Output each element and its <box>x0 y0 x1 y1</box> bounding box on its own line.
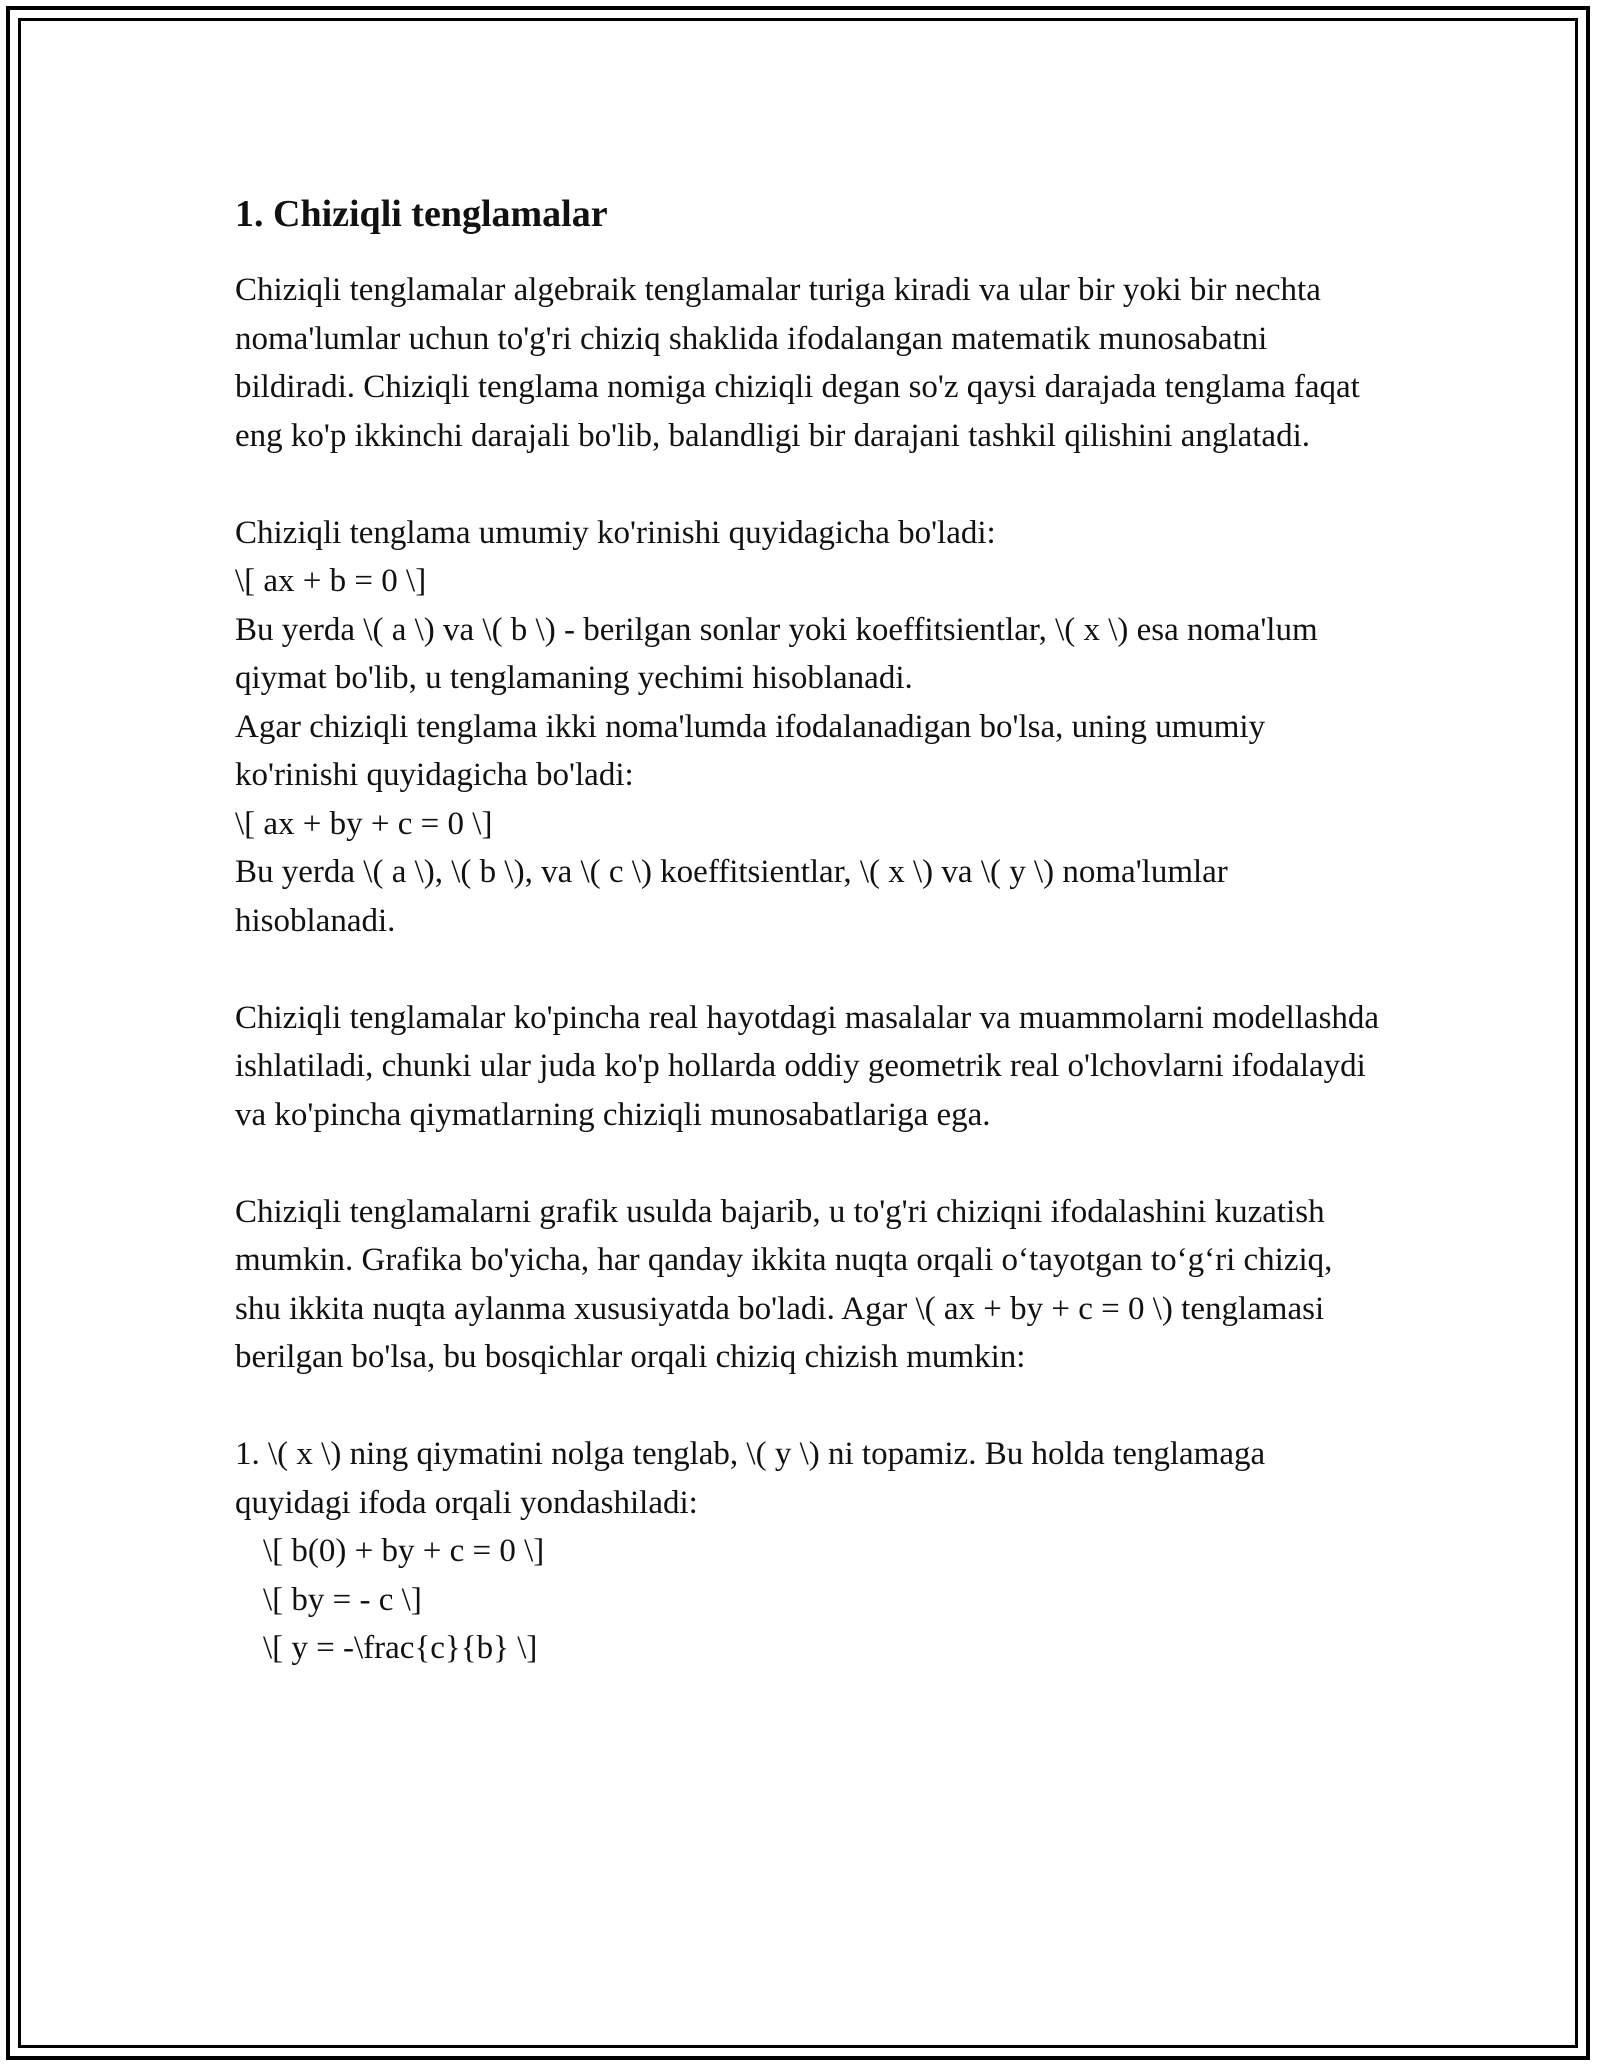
paragraph-coefficients-explanation: Bu yerda \( a \) va \( b \) - berilgan sonlar yoki koeffitsientlar, \( x \) esa noma'lum qiymat bo'lib, u tenglamaning yechimi hisoblanadi. <box>235 611 1318 696</box>
step-1-formula-2: \[ by = - c \] <box>263 1581 422 1618</box>
paragraph-gap <box>235 1382 1385 1431</box>
section-title: 1. Chiziqli tenglamalar <box>235 193 608 235</box>
paragraph-applications: Chiziqli tenglamalar ko'pincha real hayotdagi masalalar va muammolarni modellashda ishlatiladi, chunki ular juda ko'p hollarda oddiy geometrik real o'lchovlarni ifodalaydi va ko'pincha qiymatlarning chiziqli munosabatlariga ega. <box>235 999 1380 1133</box>
formula-one-variable: \[ ax + b = 0 \] <box>235 563 427 599</box>
paragraph-graphing: Chiziqli tenglamalarni grafik usulda bajarib, u to'g'ri chiziqni ifodalashini kuzatish mumkin. Grafika bo'yicha, har qanday ikkita nuqta orqali o‘tayotgan to‘g‘ri chiziq, shu ikkita nuqta aylanma xususiyatda bo'ladi. Agar \( ax + by + c = 0 \) tenglamasi berilgan bo'lsa, bu bosqichlar orqali chiziq chizish mumkin: <box>235 1193 1333 1375</box>
step-1-formula-3: \[ y = -\frac{c}{b} \] <box>263 1630 538 1666</box>
paragraph-general-form-intro: Chiziqli tenglama umumiy ko'rinishi quyidagicha bo'ladi: <box>235 514 996 551</box>
paragraph-gap <box>235 945 1385 994</box>
paragraph-gap <box>235 460 1385 509</box>
paragraph-two-variables-explanation: Bu yerda \( a \), \( b \), va \( c \) koeffitsientlar, \( x \) va \( y \) noma'lumlar hisoblanadi. <box>235 854 1228 939</box>
document-body <box>235 190 1385 1673</box>
paragraph-two-variables-intro: Agar chiziqli tenglama ikki noma'lumda ifodalanadigan bo'lsa, uning umumiy ko'rinishi quyidagicha bo'ladi: <box>235 708 1266 793</box>
paragraph-gap <box>235 1139 1385 1188</box>
step-1-formula-1: \[ b(0) + by + c = 0 \] <box>263 1533 545 1569</box>
paragraph-definition: Chiziqli tenglamalar algebraik tenglamalar turiga kiradi va ular bir yoki bir nechta noma'lumlar uchun to'g'ri chiziq shaklida ifodalangan matematik munosabatni bildiradi. Chiziqli tenglama nomiga chiziqli degan so'z qaysi darajada tenglama faqat eng ko'p ikkinchi darajali bo'lib, balandligi bir darajani tashkil qilishini anglatadi. <box>235 272 1360 454</box>
formula-two-variables: \[ ax + by + c = 0 \] <box>235 805 493 842</box>
step-1-text: 1. \( x \) ning qiymatini nolga tenglab, \( y \) ni topamiz. Bu holda tenglamaga quyidagi ifoda orqali yondashiladi: <box>235 1436 1266 1521</box>
